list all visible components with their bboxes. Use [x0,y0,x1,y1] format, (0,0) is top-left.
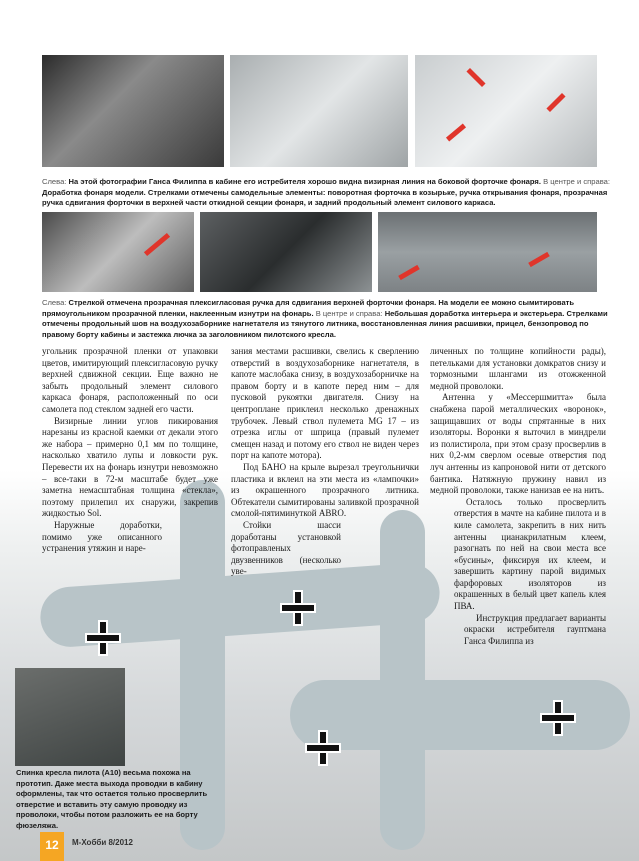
page-number: 12 [40,832,64,861]
text-column-3 [430,346,606,647]
caption-label: Слева: [42,298,67,307]
caption-top [42,177,622,209]
photo-canopy-handle [42,212,194,292]
model-plane-bottom-view [290,680,630,750]
red-arrow [144,233,170,256]
red-arrow [466,68,485,87]
paragraph: Антенна у «Мессершмитта» была снабжена парой металлических «воронок», защищавших от воды спрятанные в них изоляторы. Воронки я выточил в миндрели из полистирола, при этом сразу просверлив в них 0,2-мм сверлом осевые отверстия под луч антенны из капроновой нити от детского бантика. Натяжную пружину навил из медной проволоки, также нанизав ее на нить. [430,392,606,496]
balkenkreuz-marking [540,700,576,736]
paragraph: Под БАНО на крыле вырезал треугольнички пластика и вклеил на эти места из «лампочки» из окрашенного прозрачного литника. Обтекатели сымитированы заливкой прозрачной смолой-пятиминуткой ABRO. [231,461,419,519]
photo-cockpit-interior [200,212,372,292]
caption-label: Слева: [42,177,67,186]
red-arrow [398,265,420,280]
balkenkreuz-marking [85,620,121,656]
paragraph: Наружные доработки, помимо уже описанного устранения утяжин и наре- [42,519,162,554]
caption-text: Стрелкой отмечена прозрачная плексигласовая ручка для сдвигания верхней форточки фонаря. На модели ее можно сымитировать прямоугольником прозрачной пленки, наклеенным изнутри на фонарь. [42,298,575,318]
paragraph: угольник прозрачной пленки от упаковки цветов, имитирующий плексигласовую ручку верхней сдвижной секции. Еще важно не забыть продольный элемент силового каркаса фонаря, расположенный по оси самолета под стеклом задней его части. [42,346,218,414]
magazine-issue: М-Хобби 8/2012 [72,838,133,847]
caption-label: В центре и справа: [543,177,610,186]
paragraph: Визирные линии углов пикирования нарезаны из красной каемки от декали этого же набора – примерно 0,1 мм по толщине, насколько хватило лупы и ловкости рук. Перевести их на фонарь изнутри невозможно – все-таки в 72-м масштабе будет уже заметна немасштабная толщина «стекла», поэтому прилепил их снаружи, закрепив жидкостью Sol. [42,415,218,519]
paragraph: личенных по толщине копийности рады), петельками для установки домкратов снизу и тормозными шлангами из отожженной медной проволоки. [430,346,606,391]
balkenkreuz-marking [280,590,316,626]
paragraph: зания местами расшивки, свелись к сверлению отверстий в воздухозаборнике нагнетателя, в капоте маслобака снизу, в воздухозаборничке на правом борту и в капоте перед ним – для пусковой рукоятки двигателя. Снизу на центроплане приклеил несколько дренажных трубочек. Левый ствол пулемета MG 17 – из отрезка иглы от шприца (правый пулемет смещен назад и потому его ствол не виден через порт на капоте мотора). [231,346,419,461]
paragraph: Стойки шасси доработаны установкой фотоправленых двузвенников (несколько уве- [231,519,341,577]
text-column-1 [42,346,218,555]
caption-text: На этой фотографии Ганса Филиппа в кабине его истребителя хорошо видна визирная линия на боковой форточке фонаря. [68,177,541,186]
photo-pilot-cockpit [42,55,224,167]
text-column-2 [231,346,419,578]
paragraph: Инструкция предлагает варианты окраски истребителя гауптмана Ганса Филиппа из [464,612,606,646]
paragraph: Осталось только просверлить отверстия в мачте на кабине пилота и в киле самолета, закрепить в них нить антенны цианакрилатным клеем, разогнать по ней на свои места все «бусины», фиксируя их клеем, и завершить картину парой видимых фарфоровых изоляторов из окрашенных в белый цвет капель клея ПВА. [454,496,606,612]
caption-middle [42,298,622,340]
red-arrow [446,124,466,142]
caption-text: Доработка фонаря модели. Стрелками отмечены самодельные элементы: поворотная форточка в козырьке, ручка открывания фонаря, прозрачная ручка сдвигания форточки в верхней части откидной секции фонаря, и задний продольный элемент силового каркаса. [42,187,608,208]
red-arrow [528,252,550,267]
photo-canopy-arrows [415,55,597,167]
caption-label: В центре и справа: [315,308,383,318]
red-arrow [546,93,565,112]
photo-canopy-model [230,55,408,167]
photo-pilot-seat-inset [15,668,125,766]
caption-inset: Спинка кресла пилота (А10) весьма похожа на прототип. Даже места выхода проводки в кабину оформлены, так что остается только просверлить отверстие и вставить эту самую проводку из проволоки, чтобы потом разложить ее на борту фюзеляжа. [16,768,208,830]
balkenkreuz-marking [305,730,341,766]
caption-text: Небольшая доработка интерьера и экстерьера. Стрелками отмечены продольный шов на воздухозаборнике нагнетателя из тянутого литника, восстановленная линия расшивки, прицел, бензопровод по правому борту кабины и застежка лючка за заголовником пилотского кресла. [42,308,608,339]
photo-fuselage-exterior [378,212,597,292]
